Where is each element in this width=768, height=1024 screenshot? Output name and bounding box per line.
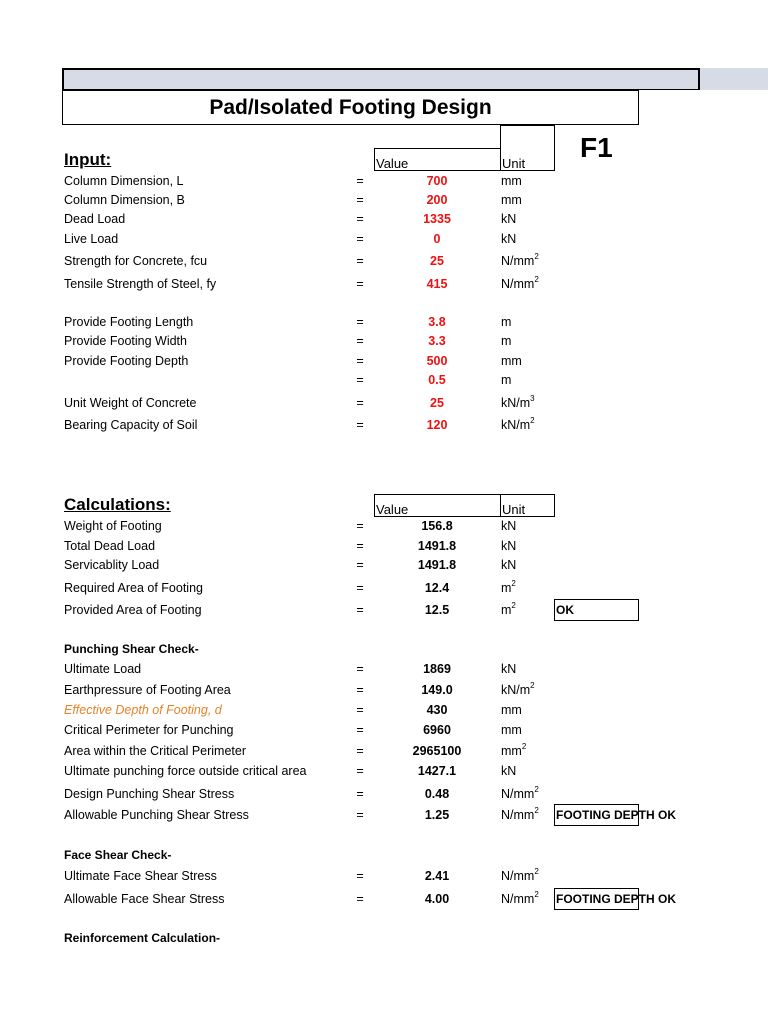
status-cell[interactable]: OK (556, 603, 574, 617)
row-label[interactable]: Allowable Punching Shear Stress (64, 808, 249, 822)
row-value-cell[interactable]: 12.4 (424, 581, 450, 595)
sheet-row (0, 681, 768, 699)
unit-text: kN (501, 539, 517, 553)
equals-sign: = (356, 519, 364, 533)
unit-text: N/mm (501, 787, 535, 801)
equals-sign: = (356, 558, 364, 572)
sheet-row (0, 252, 768, 270)
row-value-cell[interactable]: 1335 (423, 212, 451, 226)
sheet-row (0, 394, 768, 412)
row-value-cell[interactable]: 415 (426, 277, 448, 291)
sheet-row (0, 867, 768, 885)
sheet-row (0, 721, 768, 739)
equals-sign: = (356, 193, 364, 207)
equals-sign: = (356, 539, 364, 553)
row-label[interactable]: Ultimate Face Shear Stress (64, 869, 217, 883)
row-value-cell[interactable]: 156.8 (421, 519, 453, 533)
sheet-row (0, 537, 768, 555)
equals-sign: = (356, 254, 364, 268)
row-label[interactable]: Weight of Footing (64, 519, 162, 533)
unit-exponent: 2 (534, 784, 539, 794)
sheet-row (0, 890, 768, 908)
row-value-cell[interactable]: 1869 (423, 662, 451, 676)
unit-text: mm (501, 723, 522, 737)
sheet-row (0, 210, 768, 228)
unit-exponent: 2 (534, 805, 539, 815)
equals-sign: = (356, 396, 364, 410)
unit-text: m (501, 334, 512, 348)
unit-exponent: 2 (534, 889, 539, 899)
row-value-cell[interactable]: 6960 (423, 723, 451, 737)
sheet-row (0, 579, 768, 597)
row-value-cell[interactable]: 25 (430, 254, 444, 268)
unit-text: kN/m (501, 396, 531, 410)
row-label[interactable]: Ultimate punching force outside critical area (64, 764, 307, 778)
header-band (62, 68, 700, 90)
row-unit (501, 517, 516, 535)
sheet-row (0, 332, 768, 350)
input-heading[interactable]: Input: (64, 150, 112, 169)
unit-text: mm (501, 744, 522, 758)
row-value-cell[interactable]: 3.8 (428, 315, 446, 329)
unit-exponent: 2 (511, 578, 516, 588)
equals-sign: = (356, 418, 364, 432)
unit-text: m (501, 603, 512, 617)
sheet-row (0, 762, 768, 780)
unit-text: mm (501, 703, 522, 717)
equals-sign: = (356, 277, 364, 291)
row-unit (501, 252, 539, 270)
status-cell[interactable]: FOOTING DEPTH OK (556, 808, 676, 822)
unit-text: kN (501, 519, 517, 533)
sheet-row (0, 660, 768, 678)
equals-sign: = (356, 581, 364, 595)
row-unit (501, 601, 516, 619)
punching-heading[interactable]: Punching Shear Check- (64, 642, 199, 656)
row-label[interactable]: Design Punching Shear Stress (64, 787, 235, 801)
sheet-row (0, 371, 768, 389)
row-label[interactable]: Earthpressure of Footing Area (64, 683, 231, 697)
equals-sign: = (356, 354, 364, 368)
equals-sign: = (356, 315, 364, 329)
row-unit (501, 806, 539, 824)
equals-sign: = (356, 787, 364, 801)
row-unit (501, 681, 535, 699)
row-unit (501, 210, 516, 228)
equals-sign: = (356, 764, 364, 778)
row-unit (501, 332, 511, 350)
row-label[interactable]: Servicablity Load (64, 558, 160, 572)
row-unit (501, 275, 539, 293)
calc-unit-header[interactable]: Unit (500, 494, 555, 517)
row-label[interactable]: Dead Load (64, 212, 126, 226)
row-unit (501, 556, 516, 574)
row-value-cell[interactable]: 1491.8 (417, 558, 457, 572)
sheet-row (0, 785, 768, 803)
unit-exponent: 2 (530, 415, 535, 425)
sheet-row (0, 416, 768, 434)
row-value-cell[interactable]: 2.41 (424, 869, 450, 883)
row-label[interactable]: Unit Weight of Concrete (64, 396, 197, 410)
sheet-row (0, 806, 768, 824)
row-value-cell[interactable]: 200 (426, 193, 448, 207)
row-value-cell[interactable]: 149.0 (421, 683, 453, 697)
row-value-cell[interactable]: 25 (430, 396, 444, 410)
row-value-cell[interactable]: 0.5 (428, 373, 446, 387)
sheet-row (0, 701, 768, 719)
equals-sign: = (356, 703, 364, 717)
row-unit (501, 230, 516, 248)
equals-sign: = (356, 683, 364, 697)
row-value-cell[interactable]: 12.5 (424, 603, 450, 617)
sheet-row (0, 275, 768, 293)
unit-text: kN (501, 764, 517, 778)
row-value-cell[interactable]: 0.48 (424, 787, 450, 801)
equals-sign: = (356, 232, 364, 246)
row-unit (501, 890, 539, 908)
row-value-cell[interactable]: 120 (426, 418, 448, 432)
sheet-row (0, 742, 768, 760)
unit-text: mm (501, 193, 522, 207)
unit-text: N/mm (501, 869, 535, 883)
row-unit (501, 742, 526, 760)
equals-sign: = (356, 744, 364, 758)
row-label[interactable]: Bearing Capacity of Soil (64, 418, 198, 432)
row-value-cell[interactable]: 430 (426, 703, 448, 717)
row-label[interactable]: Column Dimension, L (64, 174, 184, 188)
equals-sign: = (356, 212, 364, 226)
status-cell[interactable]: FOOTING DEPTH OK (556, 892, 676, 906)
row-value-cell[interactable]: 1.25 (424, 808, 450, 822)
row-unit (501, 762, 516, 780)
sheet-row (0, 556, 768, 574)
row-unit (501, 416, 535, 434)
equals-sign: = (356, 603, 364, 617)
unit-text: mm (501, 174, 522, 188)
unit-text: mm (501, 354, 522, 368)
unit-exponent: 2 (534, 866, 539, 876)
row-value-cell[interactable]: 0 (433, 232, 441, 246)
equals-sign: = (356, 174, 364, 188)
equals-sign: = (356, 662, 364, 676)
row-value-cell[interactable]: 4.00 (424, 892, 450, 906)
row-label[interactable]: Column Dimension, B (64, 193, 185, 207)
sheet-row (0, 230, 768, 248)
unit-text: kN (501, 212, 517, 226)
row-label[interactable]: Total Dead Load (64, 539, 156, 553)
row-unit (501, 172, 522, 190)
calculations-heading[interactable]: Calculations: (64, 495, 171, 514)
unit-text: kN (501, 558, 517, 572)
face-shear-heading[interactable]: Face Shear Check- (64, 848, 172, 862)
unit-text: m (501, 315, 512, 329)
equals-sign: = (356, 869, 364, 883)
unit-exponent: 2 (530, 680, 535, 690)
row-label[interactable]: Provide Footing Length (64, 315, 194, 329)
sheet-row (0, 352, 768, 370)
row-label[interactable]: Provide Footing Depth (64, 354, 189, 368)
row-unit (501, 660, 516, 678)
sheet-row (0, 191, 768, 209)
unit-text: N/mm (501, 808, 535, 822)
unit-exponent: 2 (521, 741, 527, 751)
unit-text: N/mm (501, 277, 535, 291)
unit-text: kN/m (501, 418, 531, 432)
unit-text: m (501, 581, 512, 595)
row-unit (501, 537, 516, 555)
row-label[interactable]: Allowable Face Shear Stress (64, 892, 225, 906)
header-band-extension (700, 68, 768, 90)
row-label[interactable]: Effective Depth of Footing, d (64, 703, 222, 717)
row-label[interactable]: Provide Footing Width (64, 334, 187, 348)
input-unit-header[interactable]: Unit (500, 125, 555, 171)
row-value-cell[interactable]: 700 (426, 174, 448, 188)
sheet-row (0, 601, 768, 619)
sheet-row (0, 517, 768, 535)
row-unit (501, 313, 511, 331)
footing-tag[interactable]: F1 (580, 132, 613, 163)
row-label[interactable]: Live Load (64, 232, 119, 246)
row-label[interactable]: Ultimate Load (64, 662, 142, 676)
sheet-row (0, 172, 768, 190)
page-title[interactable]: Pad/Isolated Footing Design (62, 90, 639, 125)
row-unit (501, 701, 522, 719)
row-unit (501, 579, 516, 597)
sheet-row (0, 313, 768, 331)
row-unit (501, 352, 522, 370)
unit-exponent: 2 (534, 251, 539, 261)
reinforcement-heading[interactable]: Reinforcement Calculation- (64, 931, 221, 945)
equals-sign: = (356, 723, 364, 737)
row-value-cell[interactable]: 3.3 (428, 334, 446, 348)
row-unit (501, 721, 522, 739)
row-label[interactable]: Provided Area of Footing (64, 603, 202, 617)
row-label[interactable]: Critical Perimeter for Punching (64, 723, 234, 737)
row-label[interactable]: Tensile Strength of Steel, fy (64, 277, 217, 291)
row-value-cell[interactable]: 500 (426, 354, 448, 368)
unit-text: N/mm (501, 254, 535, 268)
row-value-cell[interactable]: 2965100 (412, 744, 462, 758)
unit-text: kN (501, 232, 517, 246)
row-unit (501, 371, 511, 389)
row-label[interactable]: Required Area of Footing (64, 581, 203, 595)
row-unit (501, 394, 535, 412)
row-unit (501, 867, 539, 885)
row-value-cell[interactable]: 1491.8 (417, 539, 457, 553)
calc-value-header[interactable]: Value (374, 494, 501, 517)
unit-text: kN (501, 662, 517, 676)
row-label[interactable]: Area within the Critical Perimeter (64, 744, 247, 758)
row-unit (501, 785, 539, 803)
row-unit (501, 191, 522, 209)
unit-text: kN/m (501, 683, 531, 697)
input-value-header[interactable]: Value (374, 148, 501, 171)
unit-text: N/mm (501, 892, 535, 906)
row-value-cell[interactable]: 1427.1 (417, 764, 457, 778)
unit-text: m (501, 373, 512, 387)
unit-exponent: 2 (534, 274, 539, 284)
equals-sign: = (356, 808, 364, 822)
unit-exponent: 3 (530, 393, 535, 403)
unit-exponent: 2 (511, 600, 516, 610)
equals-sign: = (356, 334, 364, 348)
row-label[interactable]: Strength for Concrete, fcu (64, 254, 208, 268)
equals-sign: = (356, 373, 364, 387)
equals-sign: = (356, 892, 364, 906)
